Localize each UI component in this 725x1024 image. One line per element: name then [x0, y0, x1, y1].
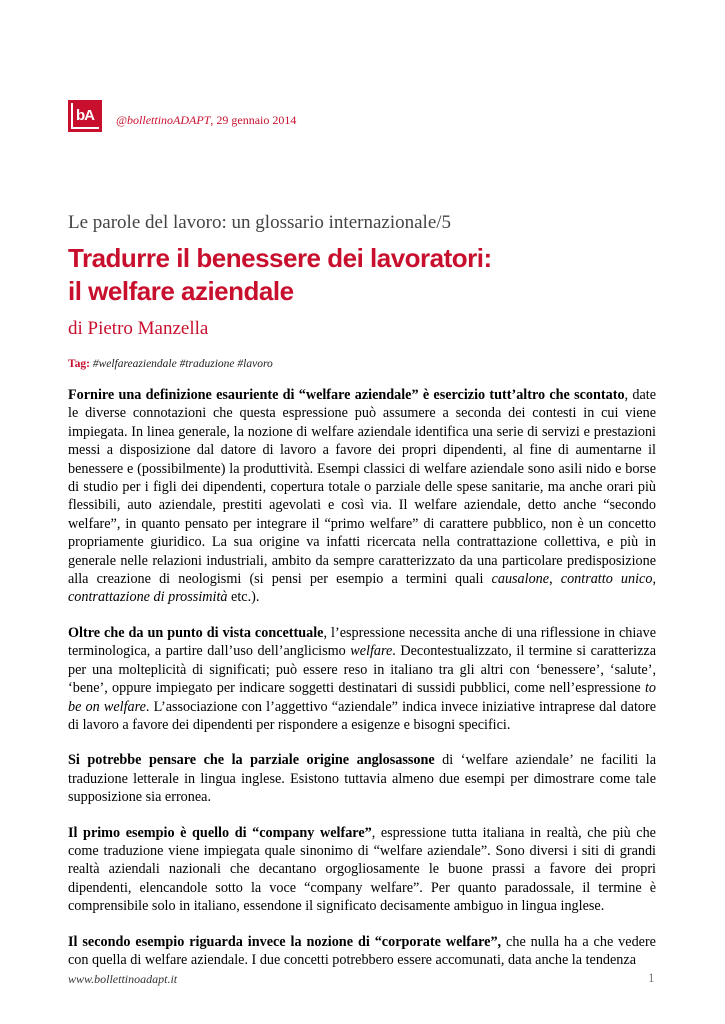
paragraph-text: che nulla ha a che vedere con quella di welfare aziendale. I due concetti potrebbero essere accomunati, data anche la tendenza — [68, 933, 656, 968]
article-series: Le parole del lavoro: un glossario internazionale/5 — [68, 212, 452, 233]
adapt-logo: bA — [68, 100, 102, 132]
title-line-2: il welfare aziendale — [68, 276, 294, 306]
paragraph-lead: Si potrebbe pensare che la parziale origine anglosassone — [68, 752, 435, 769]
article-tags — [68, 358, 273, 370]
paragraph-text: . Decontestualizzato, il termine si caratterizza per una molteplicità di significati; può essere reso in italiano tra gli altri con ‘benessere’, ‘salute’, ‘bene’, oppure impiegato per indicare soggetti destinatari di sussidi pubblici, come nell’espressione — [68, 643, 656, 697]
term-italic: to be on welfare — [68, 680, 656, 715]
term-italic: causalone — [491, 571, 550, 588]
paragraph-text: . L’associazione con l’aggettivo “aziendale” indica invece iniziative intraprese dal datore di lavoro a favore dei dipendenti per rispondere a esigenze e bisogni specifici. — [68, 698, 656, 733]
paragraph-text: di ‘welfare aziendale’ ne faciliti la traduzione letterale in lingua inglese. Esistono tuttavia almeno due esempi per dimostrare come tale supposizione sia erronea. — [68, 752, 656, 806]
paragraph-lead: Il primo esempio è quello di “company welfare” — [68, 824, 372, 841]
footer-url: www.bollettinoadapt.it — [68, 972, 178, 986]
article-author: di Pietro Manzella — [68, 318, 209, 339]
header-date: , 29 gennaio 2014 — [210, 113, 297, 127]
paragraph-lead: Fornire una definizione esauriente di “welfare aziendale” è esercizio tutt’altro che scontato — [68, 387, 625, 403]
header-meta — [116, 113, 296, 128]
paragraph-text: etc.). — [227, 589, 260, 606]
paragraph-text: , date le diverse connotazioni che questa espressione può assumere a seconda dei contesti in cui viene impiegata. In linea generale, la nozione di welfare aziendale identifica una serie di servizi e prestazioni messi a disposizione dal datore di lavoro a favore dei propri dipendenti, al fine di aumentarne il benessere e (possibilmente) la produttività. Esempi classici di welfare aziendale sono asili nido e borse di studio per i figli dei dipendenti, copertura totale o parziale delle spese sanitarie, ma anche orari più flessibili, auto aziendale, prestiti agevolati e così via. Il welfare aziendale, detto anche “secondo welfare”, in quanto pensato per integrare il “primo welfare” di carattere pubblico, non è un concetto propriamente giuridico. La sua origine va infatti ricercata nella contrattazione collettiva, e più in generale nelle relazioni industriali, ambito da sempre caratterizzato da una particolare predisposizione alla creazione di neologismi (si pensi per esempio a termini quali — [68, 387, 656, 588]
article-title — [68, 242, 492, 308]
paragraph-text: , l’espressione necessita anche di una riflessione in chiave terminologica, a partire dall’uso dell’anglicismo — [68, 624, 656, 660]
paragraph-5 — [68, 933, 656, 970]
tag-label: Tag: — [68, 358, 90, 370]
paragraph-3 — [68, 751, 656, 806]
paragraph-1 — [68, 386, 656, 607]
paragraph-4 — [68, 824, 656, 916]
term-italic: contrattazione di prossimità — [68, 589, 228, 606]
tag-list: #welfareaziendale #traduzione #lavoro — [92, 358, 273, 370]
title-line-1: Tradurre il benessere dei lavoratori: — [68, 243, 492, 273]
page-number: 1 — [648, 970, 655, 985]
paragraph-lead: Il secondo esempio riguarda invece la nozione di “corporate welfare”, — [68, 933, 502, 950]
paragraph-text: , — [549, 571, 561, 588]
paragraph-text: , — [652, 571, 656, 588]
article-body — [68, 386, 656, 986]
paragraph-2 — [68, 624, 656, 734]
paragraph-text: , espressione tutta italiana in realtà, che più che come traduzione viene impiegata quale sinonimo di “welfare aziendale”. Sono diversi i siti di grandi realtà aziendali nazionali che decantano orgogliosamente le buone prassi a favore dei propri dipendenti, elencandole sotto la voce “company welfare”. Per quanto paradossale, il termine è comprensibile solo in italiano, essendone il significato decisamente ambiguo in lingua inglese. — [68, 824, 656, 915]
term-italic: contratto unico — [560, 571, 653, 588]
term-italic: welfare — [350, 643, 393, 660]
header-source: @bollettinoADAPT — [116, 113, 211, 127]
paragraph-lead: Oltre che da un punto di vista concettuale — [68, 624, 324, 641]
